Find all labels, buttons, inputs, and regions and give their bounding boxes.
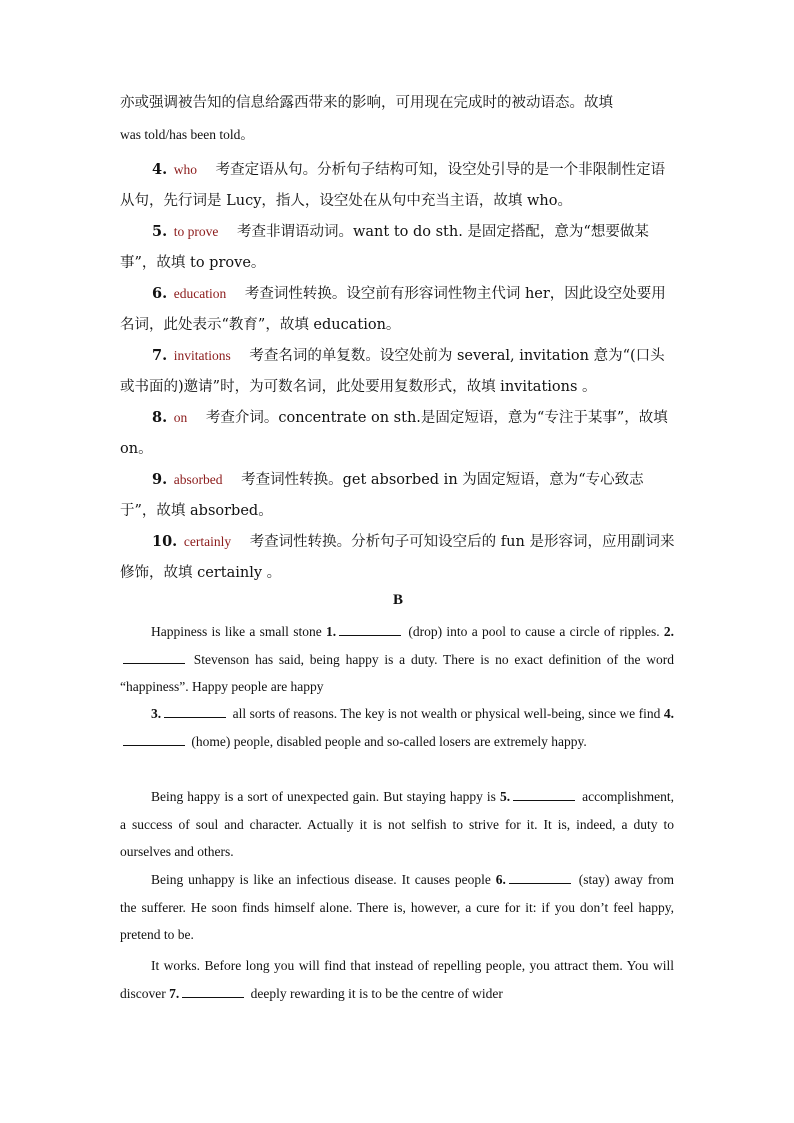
item-number: 5. [152, 223, 168, 240]
blank-number: 3. [151, 706, 162, 721]
passage-paragraph-4 [120, 866, 674, 949]
answer-word: to prove [173, 224, 219, 239]
answer-blank[interactable] [123, 734, 185, 746]
passage-text: Stevenson has said, being happy is a duty. There is no exact definition of the word “happiness”. Happy people are happy [120, 651, 674, 695]
passage-paragraph-5 [120, 952, 674, 1007]
answer-item-6 [120, 278, 676, 341]
passage-text: Happiness is like a small stone [151, 624, 326, 639]
explanation-line: 亦或强调被告知的信息给露西带来的影响，可用现在完成时的被动语态。故填 [120, 95, 613, 111]
item-number: 6. [152, 285, 168, 302]
blank-number: 1. [325, 624, 337, 639]
item-number: 4. [152, 161, 168, 178]
passage-text: deeply rewarding it is to be the centre of wider [247, 985, 503, 1001]
blank-number: 6. [495, 872, 506, 887]
passage-text: all sorts of reasons. The key is not wealth or physical well-being, since we find [229, 706, 664, 721]
answer-blank[interactable] [182, 986, 244, 998]
blank-number: 5. [499, 789, 511, 804]
answer-word: who [173, 162, 197, 177]
blank-number: 2. [663, 624, 674, 639]
answer-item-9 [120, 464, 676, 527]
passage-text: accomplishment, a success of soul and character. Actually it is not selfish to strive for it. It is, indeed, a duty to ourselves and others. [120, 789, 674, 860]
section-heading: B [392, 592, 403, 608]
item-explanation: 考查介词。concentrate on sth.是固定短语，意为“专注于某事”，故填 on。 [120, 410, 668, 457]
blank-number: 4. [663, 706, 674, 721]
answer-blank[interactable] [509, 872, 571, 884]
passage-text: (home) people, disabled people and so-called losers are extremely happy. [188, 733, 587, 749]
item-explanation: 考查非谓语动词。want to do sth. 是固定搭配，意为“想要做某事”，故填 to prove。 [120, 224, 649, 271]
answer-blank[interactable] [123, 652, 185, 664]
answer-word: absorbed [173, 472, 223, 487]
explanation-continued [120, 88, 676, 150]
answer-item-10 [120, 526, 676, 589]
passage-text: (drop) into a pool to cause a circle of ripples. [404, 624, 664, 639]
item-number: 7. [152, 347, 168, 364]
answer-word: certainly [183, 534, 232, 549]
answer-word: invitations [173, 348, 231, 363]
answer-item-5 [120, 216, 676, 279]
passage-text: Being unhappy is like an infectious disease. It causes people [151, 872, 496, 887]
answer-item-4 [120, 154, 676, 217]
passage-paragraph-3 [120, 783, 674, 866]
answer-item-8 [120, 402, 676, 465]
item-number: 10. [152, 533, 178, 550]
answer-blank[interactable] [339, 624, 401, 636]
item-explanation: 考查词性转换。分析句子可知设空后的 fun 是形容词，应用副词来修饰，故填 certainly 。 [120, 534, 675, 581]
item-explanation: 考查词性转换。设空前有形容词性物主代词 her，因此设空处要用名词，此处表示“教育”，故填 education。 [120, 286, 666, 333]
item-number: 8. [152, 409, 168, 426]
passage-text: Being happy is a sort of unexpected gain. But staying happy is [151, 789, 500, 804]
item-explanation: 考查词性转换。get absorbed in 为固定短语，意为“专心致志于”，故填 absorbed。 [120, 472, 644, 519]
passage-text: (stay) away from the sufferer. He soon finds himself alone. There is, however, a cure for it: if you don’t feel happy, pretend to be. [120, 872, 674, 943]
answer-word: education [173, 286, 227, 301]
passage-paragraph-2 [120, 700, 674, 755]
item-explanation: 考查定语从句。分析句子结构可知，设空处引导的是一个非限制性定语从句，先行词是 Lucy，指人，设空处在从句中充当主语，故填 who。 [120, 162, 666, 209]
answer-item-7 [120, 340, 676, 403]
item-explanation: 考查名词的单复数。设空处前为 several, invitation 意为“(口头或书面的)邀请”时，为可数名词，此处要用复数形式，故填 invitations 。 [120, 348, 665, 395]
blank-number: 7. [169, 985, 180, 1001]
explanation-line: was told/has been told。 [120, 127, 254, 142]
item-number: 9. [152, 471, 168, 488]
passage-text: It works. Before long you will find that instead of repelling people, you attract them. You will discover [120, 958, 674, 1001]
passage-paragraph-1 [120, 618, 674, 701]
answer-word: on [173, 410, 188, 425]
answer-blank[interactable] [513, 789, 575, 801]
answer-blank[interactable] [164, 706, 226, 718]
